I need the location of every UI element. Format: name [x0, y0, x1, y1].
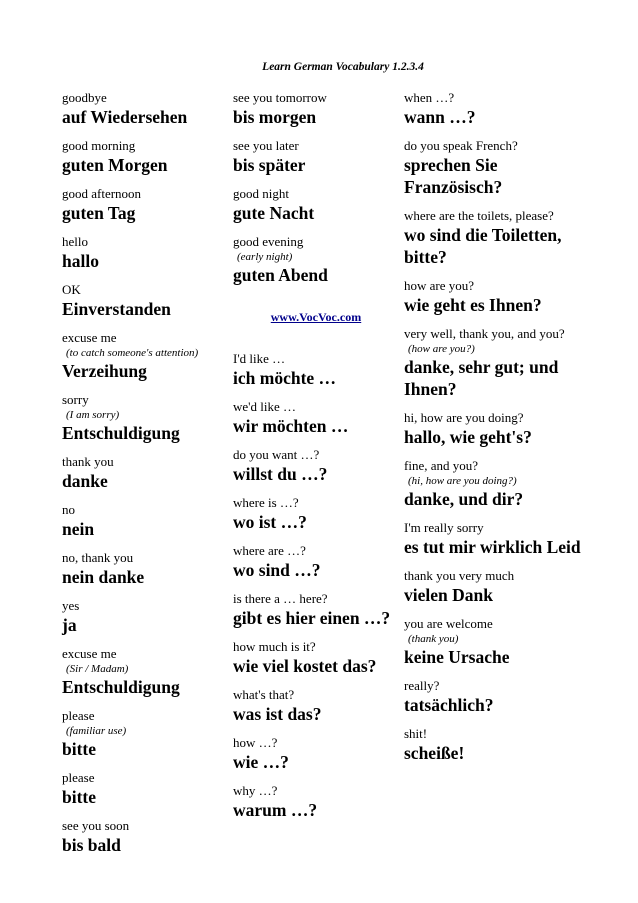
german-phrase: warum …? [233, 800, 318, 820]
english-phrase: no, thank you [62, 550, 134, 565]
english-phrase: do you want …? [233, 447, 320, 462]
english-phrase: I'd like … [233, 351, 286, 366]
vocab-entry [404, 138, 584, 208]
english-phrase: really? [404, 678, 440, 693]
german-phrase: was ist das? [233, 704, 322, 724]
vocab-entry [62, 90, 228, 138]
vocab-entry [62, 708, 228, 770]
german-phrase: bitte [62, 787, 97, 807]
vocab-entry [62, 186, 228, 234]
english-phrase: no [62, 502, 75, 517]
english-phrase: see you tomorrow [233, 90, 327, 105]
german-phrase: bis später [233, 155, 306, 175]
german-phrase: ich möchte … [233, 368, 337, 388]
german-phrase: guten Morgen [62, 155, 168, 175]
english-phrase: do you speak French? [404, 138, 518, 153]
vocab-entry [404, 568, 584, 616]
english-phrase: hi, how are you doing? [404, 410, 524, 425]
usage-note: (I am sorry) [66, 409, 120, 421]
english-phrase: please [62, 770, 95, 785]
vocab-entry [62, 282, 228, 330]
english-phrase: thank you [62, 454, 114, 469]
vocab-entry [404, 616, 584, 678]
german-phrase: gute Nacht [233, 203, 315, 223]
english-phrase: please [62, 708, 95, 723]
english-phrase: where are …? [233, 543, 306, 558]
english-phrase: goodbye [62, 90, 107, 105]
german-phrase: bis morgen [233, 107, 317, 127]
usage-note: (hi, how are you doing?) [408, 475, 517, 487]
usage-note: (early night) [237, 251, 293, 263]
english-phrase: see you later [233, 138, 299, 153]
english-phrase: good afternoon [62, 186, 142, 201]
german-phrase: wie …? [233, 752, 289, 772]
english-phrase: you are welcome [404, 616, 493, 631]
english-phrase: how …? [233, 735, 278, 750]
vocab-entry [404, 520, 584, 568]
usage-note: (Sir / Madam) [66, 663, 129, 675]
german-phrase: scheiße! [404, 743, 465, 763]
english-phrase: sorry [62, 392, 89, 407]
english-phrase: good evening [233, 234, 304, 249]
english-phrase: why …? [233, 783, 278, 798]
page-title: Learn German Vocabulary 1.2.3.4 [262, 61, 424, 73]
vocab-entry [404, 326, 584, 410]
german-phrase: hallo, wie geht's? [404, 427, 532, 447]
usage-note: (thank you) [408, 633, 459, 645]
english-phrase: yes [62, 598, 80, 613]
german-phrase: wo ist …? [233, 512, 307, 532]
english-phrase: fine, and you? [404, 458, 479, 473]
german-phrase: guten Abend [233, 265, 328, 285]
english-phrase: OK [62, 282, 81, 297]
vocab-entry [62, 454, 228, 502]
german-phrase: wie viel kostet das? [233, 656, 377, 676]
vocab-entry [233, 639, 399, 687]
german-phrase: gibt es hier einen …? [233, 608, 391, 628]
german-phrase: es tut mir wirklich Leid [404, 537, 581, 557]
german-phrase: bitte [62, 739, 97, 759]
german-phrase: guten Tag [62, 203, 136, 223]
vocvoc-link[interactable]: www.VocVoc.com [270, 310, 362, 324]
german-phrase: bis bald [62, 835, 121, 855]
german-phrase: nein danke [62, 567, 145, 587]
english-phrase: see you soon [62, 818, 130, 833]
german-phrase: auf Wiedersehen [62, 107, 188, 127]
english-phrase: excuse me [62, 646, 117, 661]
german-phrase: Entschuldigung [62, 677, 180, 697]
german-phrase: tatsächlich? [404, 695, 494, 715]
german-phrase: willst du …? [233, 464, 328, 484]
vocab-entry [62, 646, 228, 708]
usage-note: (how are you?) [408, 343, 475, 355]
vocab-entry [233, 447, 399, 495]
german-phrase: wie geht es Ihnen? [404, 295, 542, 315]
vocab-entry [233, 495, 399, 543]
german-phrase: danke, und dir? [404, 489, 524, 509]
column-2 [233, 90, 399, 831]
german-phrase: Entschuldigung [62, 423, 180, 443]
vocab-entry [233, 399, 399, 447]
english-phrase: excuse me [62, 330, 117, 345]
english-phrase: good night [233, 186, 289, 201]
english-phrase: how much is it? [233, 639, 316, 654]
english-phrase: I'm really sorry [404, 520, 484, 535]
vocab-entry [404, 90, 584, 138]
vocab-entry [404, 726, 584, 774]
german-phrase: Einverstanden [62, 299, 171, 319]
usage-note: (familiar use) [66, 725, 127, 737]
german-phrase: wo sind die Toiletten, bitte? [404, 225, 562, 267]
vocab-entry [404, 410, 584, 458]
english-phrase: when …? [404, 90, 455, 105]
english-phrase: thank you very much [404, 568, 515, 583]
english-phrase: how are you? [404, 278, 475, 293]
vocab-entry [62, 330, 228, 392]
english-phrase: shit! [404, 726, 428, 741]
vocab-entry [233, 90, 399, 138]
english-phrase: very well, thank you, and you? [404, 326, 565, 341]
german-phrase: danke [62, 471, 108, 491]
german-phrase: danke, sehr gut; und Ihnen? [404, 357, 559, 399]
english-phrase: is there a … here? [233, 591, 328, 606]
vocab-entry [404, 278, 584, 326]
german-phrase: sprechen Sie Französisch? [404, 155, 503, 197]
vocab-entry [62, 598, 228, 646]
vocab-entry [233, 138, 399, 186]
english-phrase: what's that? [233, 687, 295, 702]
german-phrase: ja [62, 615, 77, 635]
vocab-entry [62, 138, 228, 186]
vocab-entry [233, 186, 399, 234]
vocab-entry [233, 543, 399, 591]
english-phrase: hello [62, 234, 88, 249]
vocab-entry [62, 818, 228, 866]
german-phrase: keine Ursache [404, 647, 510, 667]
vocab-entry [404, 458, 584, 520]
vocab-entry [62, 550, 228, 598]
column-3 [404, 90, 584, 774]
vocab-entry [62, 770, 228, 818]
vocab-entry [233, 234, 399, 296]
vocab-entry [233, 783, 399, 831]
german-phrase: vielen Dank [404, 585, 493, 605]
vocab-entry [404, 678, 584, 726]
english-phrase: where are the toilets, please? [404, 208, 554, 223]
german-phrase: Verzeihung [62, 361, 147, 381]
vocab-entry [233, 687, 399, 735]
german-phrase: wir möchten … [233, 416, 349, 436]
german-phrase: wann …? [404, 107, 476, 127]
english-phrase: we'd like … [233, 399, 296, 414]
vocab-entry [404, 208, 584, 278]
german-phrase: nein [62, 519, 95, 539]
german-phrase: wo sind …? [233, 560, 321, 580]
usage-note: (to catch someone's attention) [66, 347, 199, 359]
vocab-entry [62, 392, 228, 454]
vocab-entry [62, 502, 228, 550]
english-phrase: good morning [62, 138, 136, 153]
vocab-entry [233, 735, 399, 783]
vocab-entry [233, 591, 399, 639]
german-phrase: hallo [62, 251, 99, 271]
english-phrase: where is …? [233, 495, 299, 510]
vocab-entry [233, 351, 399, 399]
vocab-entry [62, 234, 228, 282]
column-1 [62, 90, 228, 866]
